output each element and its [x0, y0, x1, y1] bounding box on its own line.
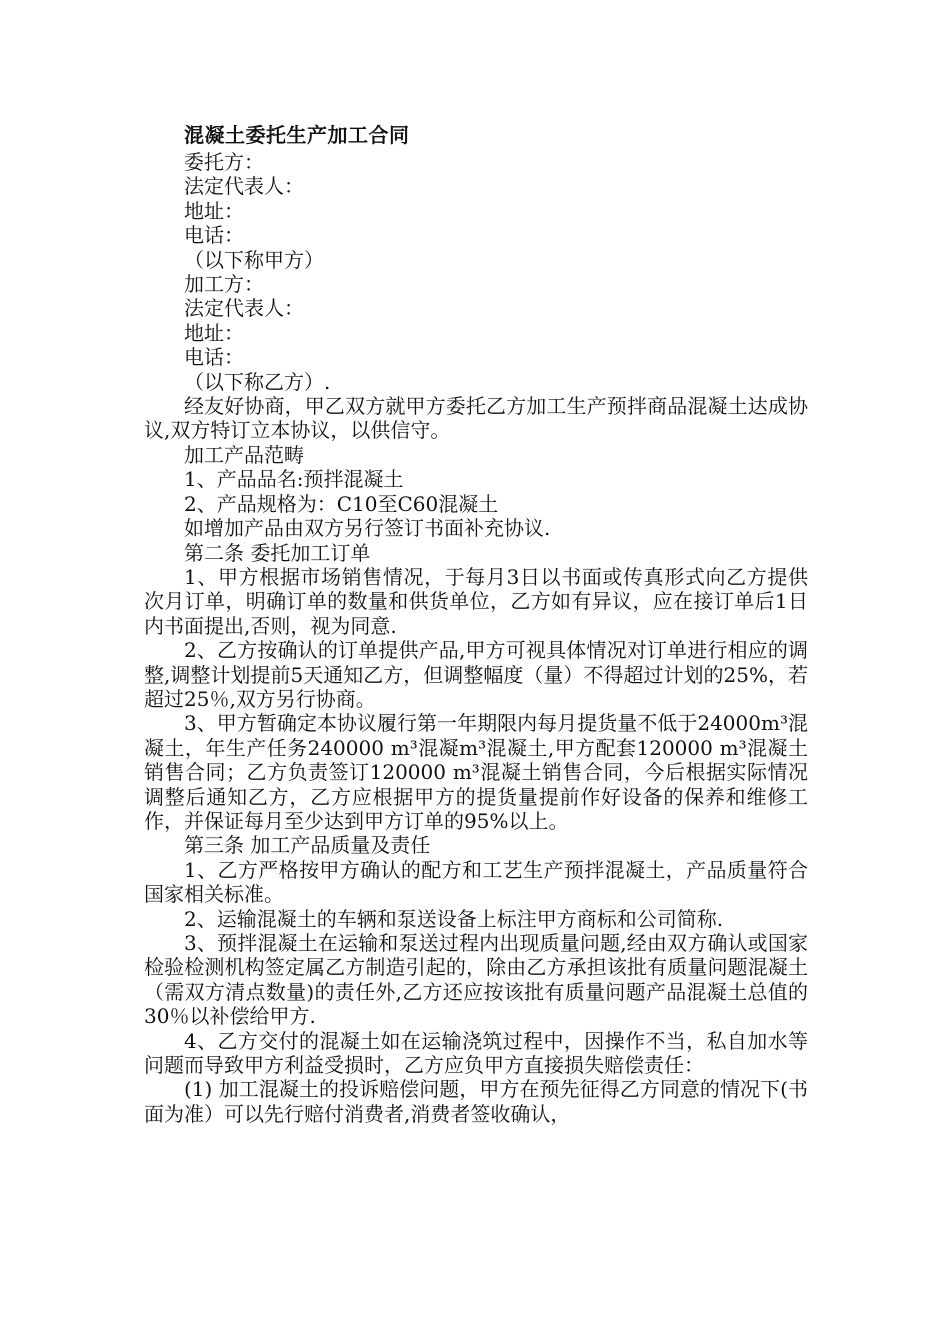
clause-3-4: 4、乙方交付的混凝土如在运输浇筑过程中，因操作不当，私自加水等问题而导致甲方利益受损时，乙方应负甲方直接损失赔偿责任：: [144, 1028, 808, 1078]
clause-3-3: 3、预拌混凝土在运输和泵送过程内出现质量问题,经由双方确认或国家检验检测机构签定属乙方制造引起的，除由乙方承担该批有质量问题混凝土（需双方清点数量)的责任外,乙方还应按该批有质量问题产品混凝土总值的30％以补偿给甲方.: [144, 931, 808, 1029]
party-a-representative: 法定代表人：: [184, 174, 304, 199]
section-heading-scope: 加工产品范畴: [184, 442, 304, 467]
clause-3-4-1: (1) 加工混凝土的投诉赔偿问题，甲方在预先征得乙方同意的情况下(书面为准）可以先行赔付消费者,消费者签收确认，: [144, 1077, 808, 1126]
clause-2-1: 1、甲方根据市场销售情况，于每月3日以书面或传真形式向乙方提供次月订单，明确订单的数量和供货单位，乙方如有异议，应在接订单后1日内书面提出,否则，视为同意.: [144, 564, 808, 638]
section-heading-article-3: 第三条 加工产品质量及责任: [184, 833, 431, 858]
party-a-phone: 电话：: [184, 223, 244, 248]
party-a-alias: （以下称甲方）: [184, 247, 324, 272]
document-body: [144, 122, 808, 1126]
contract-title: 混凝土委托生产加工合同: [184, 123, 410, 147]
party-b-label: 加工方：: [184, 272, 264, 297]
party-a-address: 地址：: [184, 198, 244, 223]
clause-supplement: 如增加产品由双方另行签订书面补充协议.: [184, 516, 551, 541]
clause-2-3: 3、甲方暂确定本协议履行第一年期限内每月提货量不低于24000m³混凝土，年生产任务240000 m³混凝m³混凝土,甲方配套120000 m³混凝土销售合同；乙方负责签订120000 m³混凝土销售合同，今后根据实际情况调整后通知乙方，乙方应根据甲方的提货量提前作好设备的保养和维修工作，并保证每月至少达到甲方订单的95%以上。: [144, 711, 808, 833]
clause-product-name: 1、产品品名:预拌混凝土: [184, 467, 404, 492]
party-b-representative: 法定代表人：: [184, 296, 304, 321]
party-b-address: 地址：: [184, 320, 244, 345]
section-heading-article-2: 第二条 委托加工订单: [184, 540, 371, 565]
party-b-alias: （以下称乙方）.: [184, 369, 331, 394]
clause-3-2: 2、运输混凝土的车辆和泵送设备上标注甲方商标和公司简称.: [184, 906, 724, 931]
clause-2-2: 2、乙方按确认的订单提供产品,甲方可视具体情况对订单进行相应的调整,调整计划提前5天通知乙方，但调整幅度（量）不得超过计划的25%，若超过25％,双方另行协商。: [144, 638, 808, 711]
party-a-label: 委托方：: [184, 150, 264, 174]
clause-product-spec: 2、产品规格为：C10至C60混凝土: [184, 491, 499, 516]
clause-3-1: 1、乙方严格按甲方确认的配方和工艺生产预拌混凝土，产品质量符合国家相关标准。: [144, 857, 808, 907]
paragraph-intro: 经友好协商，甲乙双方就甲方委托乙方加工生产预拌商品混凝土达成协议,双方特订立本协议，以供信守。: [144, 394, 808, 443]
party-b-phone: 电话：: [184, 345, 244, 370]
